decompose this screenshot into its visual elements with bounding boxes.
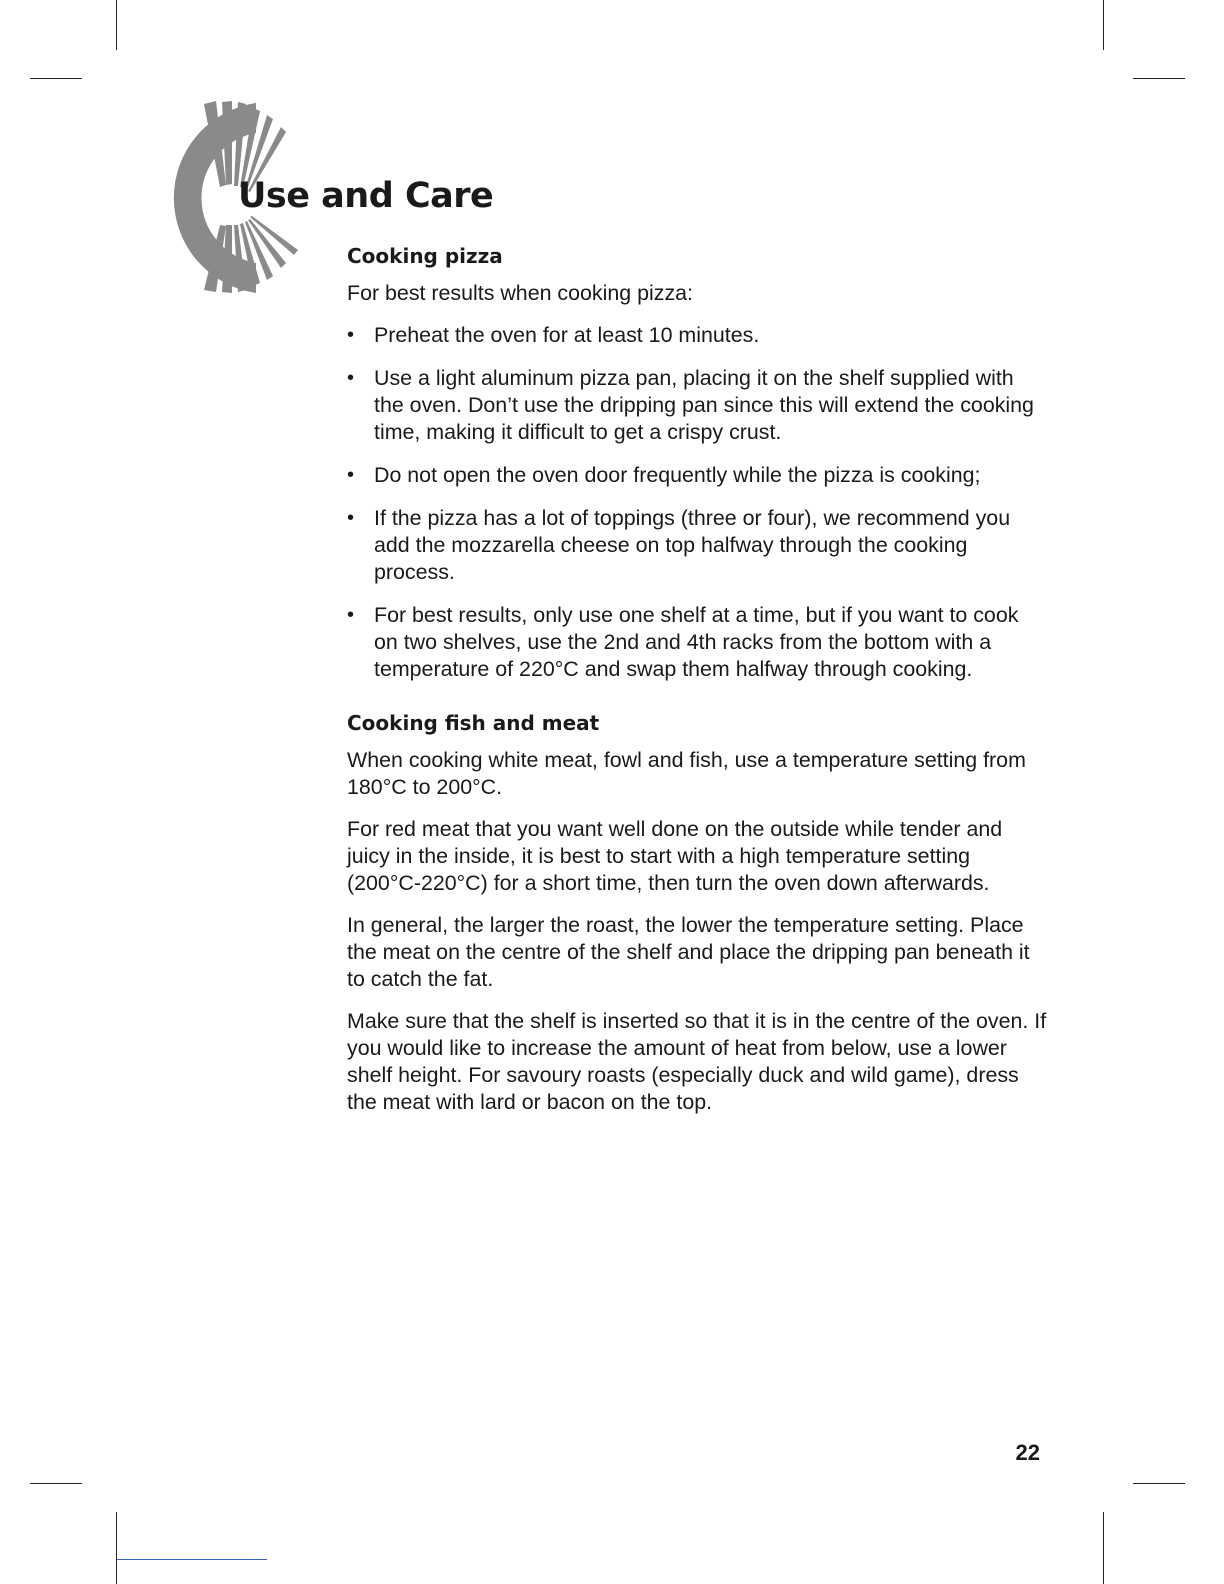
list-item: • Use a light aluminum pizza pan, placing it on the shelf supplied with the oven. Don’t use the dripping pan since this will extend the cooking time, making it difficult to get a crispy crust. — [347, 365, 1047, 446]
paragraph: When cooking white meat, fowl and fish, use a temperature setting from 180°C to 200°C. — [347, 748, 1026, 799]
crop-mark — [1103, 1512, 1104, 1584]
page-number: 22 — [1015, 1440, 1040, 1465]
list-item: • For best results, only use one shelf at a time, but if you want to cook on two shelves, use the 2nd and 4th racks from the bottom with a temperature of 220°C and swap them halfway through cooking. — [347, 602, 1047, 683]
crop-mark — [1133, 78, 1185, 79]
pizza-intro: For best results when cooking pizza: — [347, 281, 693, 305]
pizza-heading: Cooking pizza — [347, 244, 503, 268]
crop-mark — [116, 0, 117, 50]
crop-mark — [1103, 0, 1104, 50]
paragraph: Make sure that the shelf is inserted so that it is in the centre of the oven. If you would like to increase the amount of heat from below, use a lower shelf height. For savoury roasts (especially duck and wild game), dress the meat with lard or bacon on the top. — [347, 1009, 1047, 1114]
crop-mark — [1133, 1483, 1185, 1484]
fish-meat-heading: Cooking fish and meat — [347, 711, 600, 735]
crop-mark — [30, 78, 82, 79]
crop-mark — [116, 1512, 117, 1584]
section-title: Use and Care — [238, 176, 494, 216]
list-item: • Do not open the oven door frequently while the pizza is cooking; — [347, 462, 1047, 489]
paragraph: In general, the larger the roast, the lower the temperature setting. Place the meat on the centre of the shelf and place the dripping pan beneath it to catch the fat. — [347, 913, 1030, 991]
list-item: • Preheat the oven for at least 10 minutes. — [347, 322, 1047, 349]
main-content — [347, 244, 1047, 1131]
paragraph: For red meat that you want well done on the outside while tender and juicy in the inside, it is best to start with a high temperature setting (200°C-220°C) for a short time, then turn the oven down afterwards. — [347, 817, 1003, 895]
footer-rule — [117, 1559, 267, 1560]
crop-mark — [30, 1483, 82, 1484]
pizza-bullet-list — [347, 322, 1047, 683]
list-item: • If the pizza has a lot of toppings (three or four), we recommend you add the mozzarella cheese on top halfway through the cooking process. — [347, 505, 1047, 586]
